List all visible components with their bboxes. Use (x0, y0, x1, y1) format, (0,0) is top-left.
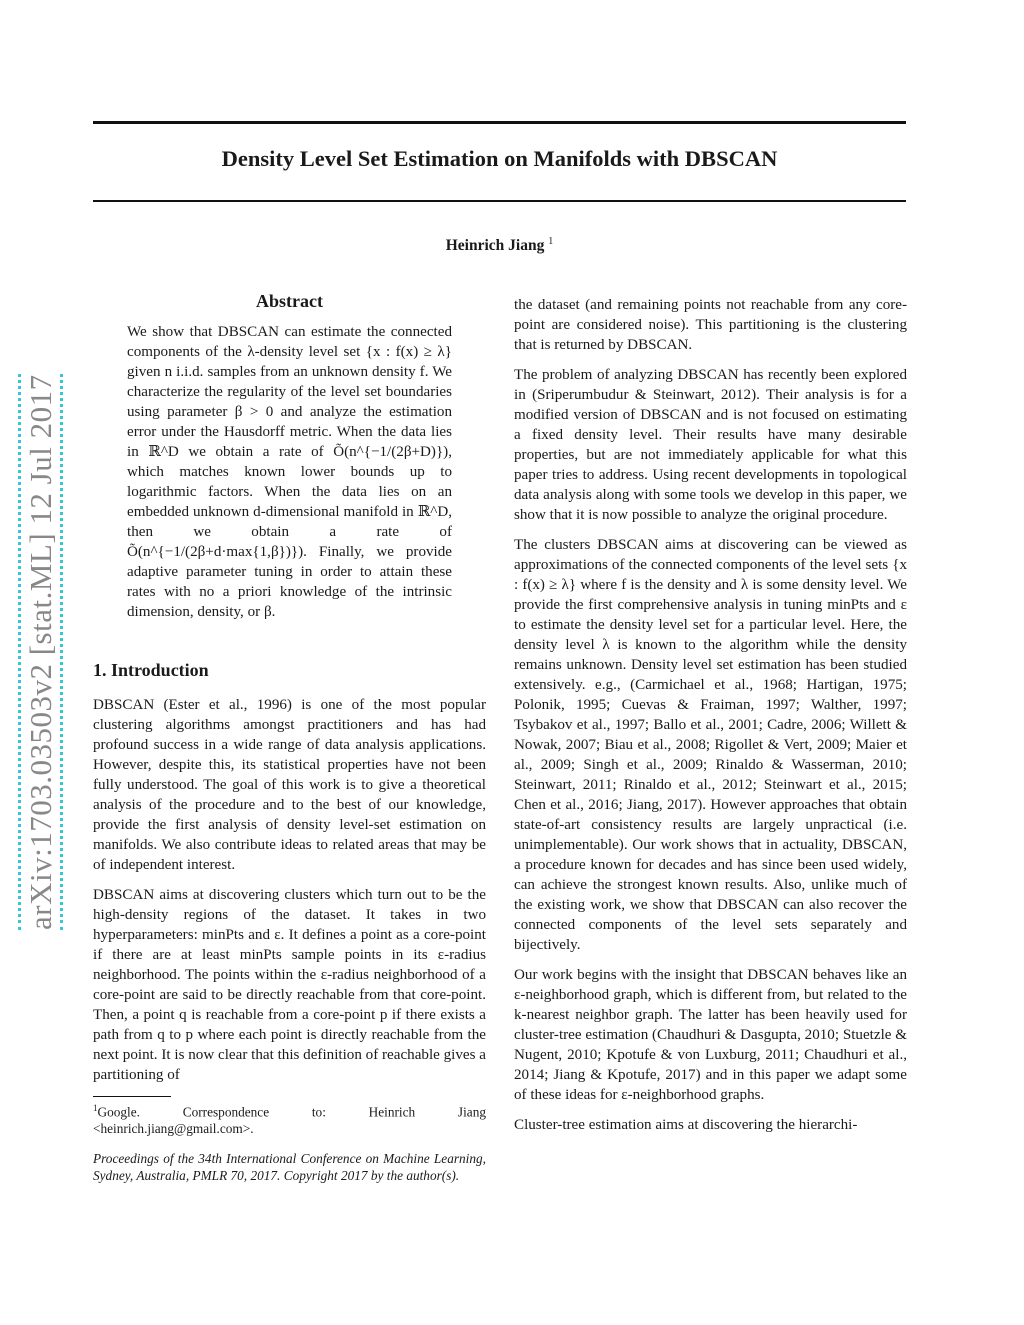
title-bottom-rule (93, 200, 906, 202)
body-paragraph: Our work begins with the insight that DBSCAN behaves like an ε-neighborhood graph, which is different from, but related to the k-nearest neighbor graph. The latter has been heavily used for cluster-tree estimation (Chaudhuri & Dasgupta, 2010; Stuetzle & Nugent, 2010; Kpotufe & von Luxburg, 2011; Chaudhuri et al., 2014; Jiang & Kpotufe, 2017) and in this paper we adapt some of these ideas for ε-neighborhood graphs. (514, 967, 907, 1103)
abstract-heading: Abstract (256, 291, 323, 311)
arxiv-stamp (18, 310, 64, 930)
footnote-rule (93, 1096, 171, 1097)
footnote (93, 1100, 486, 1137)
intro-paragraph: DBSCAN (Ester et al., 1996) is one of the most popular clustering algorithms amongst practitioners and has had profound success in a wide range of data analysis applications. However, despite this, its statistical properties have not been fully understood. The goal of this work is to give a theoretical analysis of the procedure and to the best of our knowledge, provide the first analysis of density level-set estimation on manifolds. We also contribute ideas to related areas that may be of independent interest. (93, 697, 486, 873)
title-top-rule (93, 121, 906, 124)
intro-paragraph: DBSCAN aims at discovering clusters which turn out to be the high-density regions of the dataset. It takes in two hyperparameters: minPts and ε. It defines a point as a core-point if there are at least minPts sample points in its ε-radius neighborhood. The points within the ε-radius neighborhood of a core-point are said to be directly reachable from that core-point. Then, a point q is reachable from a core-point p if there exists a path from q to p where each point is directly reachable from the next point. It is now clear that this definition of reachable gives a partitioning of (93, 887, 486, 1083)
footnote-text: Google. Correspondence to: Heinrich Jiang <heinrich.jiang@gmail.com>. (93, 1104, 486, 1137)
introduction-heading: 1. Introduction (93, 660, 209, 680)
footnote-mark: 1 (93, 1103, 98, 1113)
proceedings-note: Proceedings of the 34th International Conference on Machine Learning, Sydney, Australia, PMLR 70, 2017. Copyright 2017 by the author(s). (93, 1151, 486, 1183)
body-paragraph: The problem of analyzing DBSCAN has recently been explored in (Sriperumbudur & Steinwart, 2012). Their analysis is for a modified version of DBSCAN and is not focused on estimating a fixed density level. Their results have many desirable properties, but are not immediately applicable for what this paper tries to address. Using recent developments in topological data analysis along with some tools we develop in this paper, we show that it is now possible to analyze the original procedure. (514, 367, 907, 523)
paper-title: Density Level Set Estimation on Manifolds with DBSCAN (221, 146, 778, 171)
abstract-text: We show that DBSCAN can estimate the connected components of the λ-density level set {x : f(x) ≥ λ} given n i.i.d. samples from an unknown density f. We characterize the regularity of the level set boundaries using parameter β > 0 and analyze the estimation error under the Hausdorff metric. When the data lies in ℝ^D we obtain a rate of Õ(n^{−1/(2β+D)}), which matches known lower bounds up to logarithmic factors. When the data lies on an embedded unknown d-dimensional manifold in ℝ^D, then we obtain a rate of Õ(n^{−1/(2β+d·max{1,β})}). Finally, we provide adaptive parameter tuning in order to attain these rates with no a priori knowledge of the intrinsic dimension, density, or β. (127, 324, 452, 620)
arxiv-identifier: arXiv:1703.03503v2 [stat.ML] 12 Jul 2017 (18, 374, 63, 930)
body-paragraph: The clusters DBSCAN aims at discovering can be viewed as approximations of the connected components of the level sets {x : f(x) ≥ λ} where f is the density and λ is some density level. We provide the first comprehensive analysis in tuning minPts and ε to estimate the density level set for a particular level. Here, the density level λ is known to the algorithm while the density remains unknown. Density level set estimation has been studied extensively. e.g., (Carmichael et al., 1968; Hartigan, 1975; Polonik, 1995; Cuevas & Fraiman, 1997; Walther, 1997; Tsybakov et al., 1997; Ballo et al., 2001; Cadre, 2006; Willett & Nowak, 2007; Biau et al., 2008; Rigollet & Vert, 2009; Maier et al., 2009; Singh et al., 2009; Rinaldo & Wasserman, 2010; Steinwart, 2011; Rinaldo et al., 2012; Steinwart et al., 2015; Chen et al., 2016; Jiang, 2017). However approaches that obtain state-of-art consistency results are largely unpractical (i.e. unimplementable). Our work shows that in actuality, DBSCAN, a procedure known for decades and has since been used widely, can achieve the strongest known results. Also, unlike much of the existing work, we show that DBSCAN can also recover the connected components of the level sets separately and bijectively. (514, 537, 907, 953)
right-column (514, 295, 907, 1145)
body-paragraph: Cluster-tree estimation aims at discovering the hierarchi- (514, 1117, 858, 1133)
author-line (93, 236, 906, 255)
body-paragraph: the dataset (and remaining points not reachable from any core-point are considered noise). This partitioning is the clustering that is returned by DBSCAN. (514, 297, 907, 353)
author-name: Heinrich Jiang (445, 237, 545, 255)
author-affiliation-mark: 1 (548, 236, 554, 247)
introduction-body (93, 695, 486, 1095)
